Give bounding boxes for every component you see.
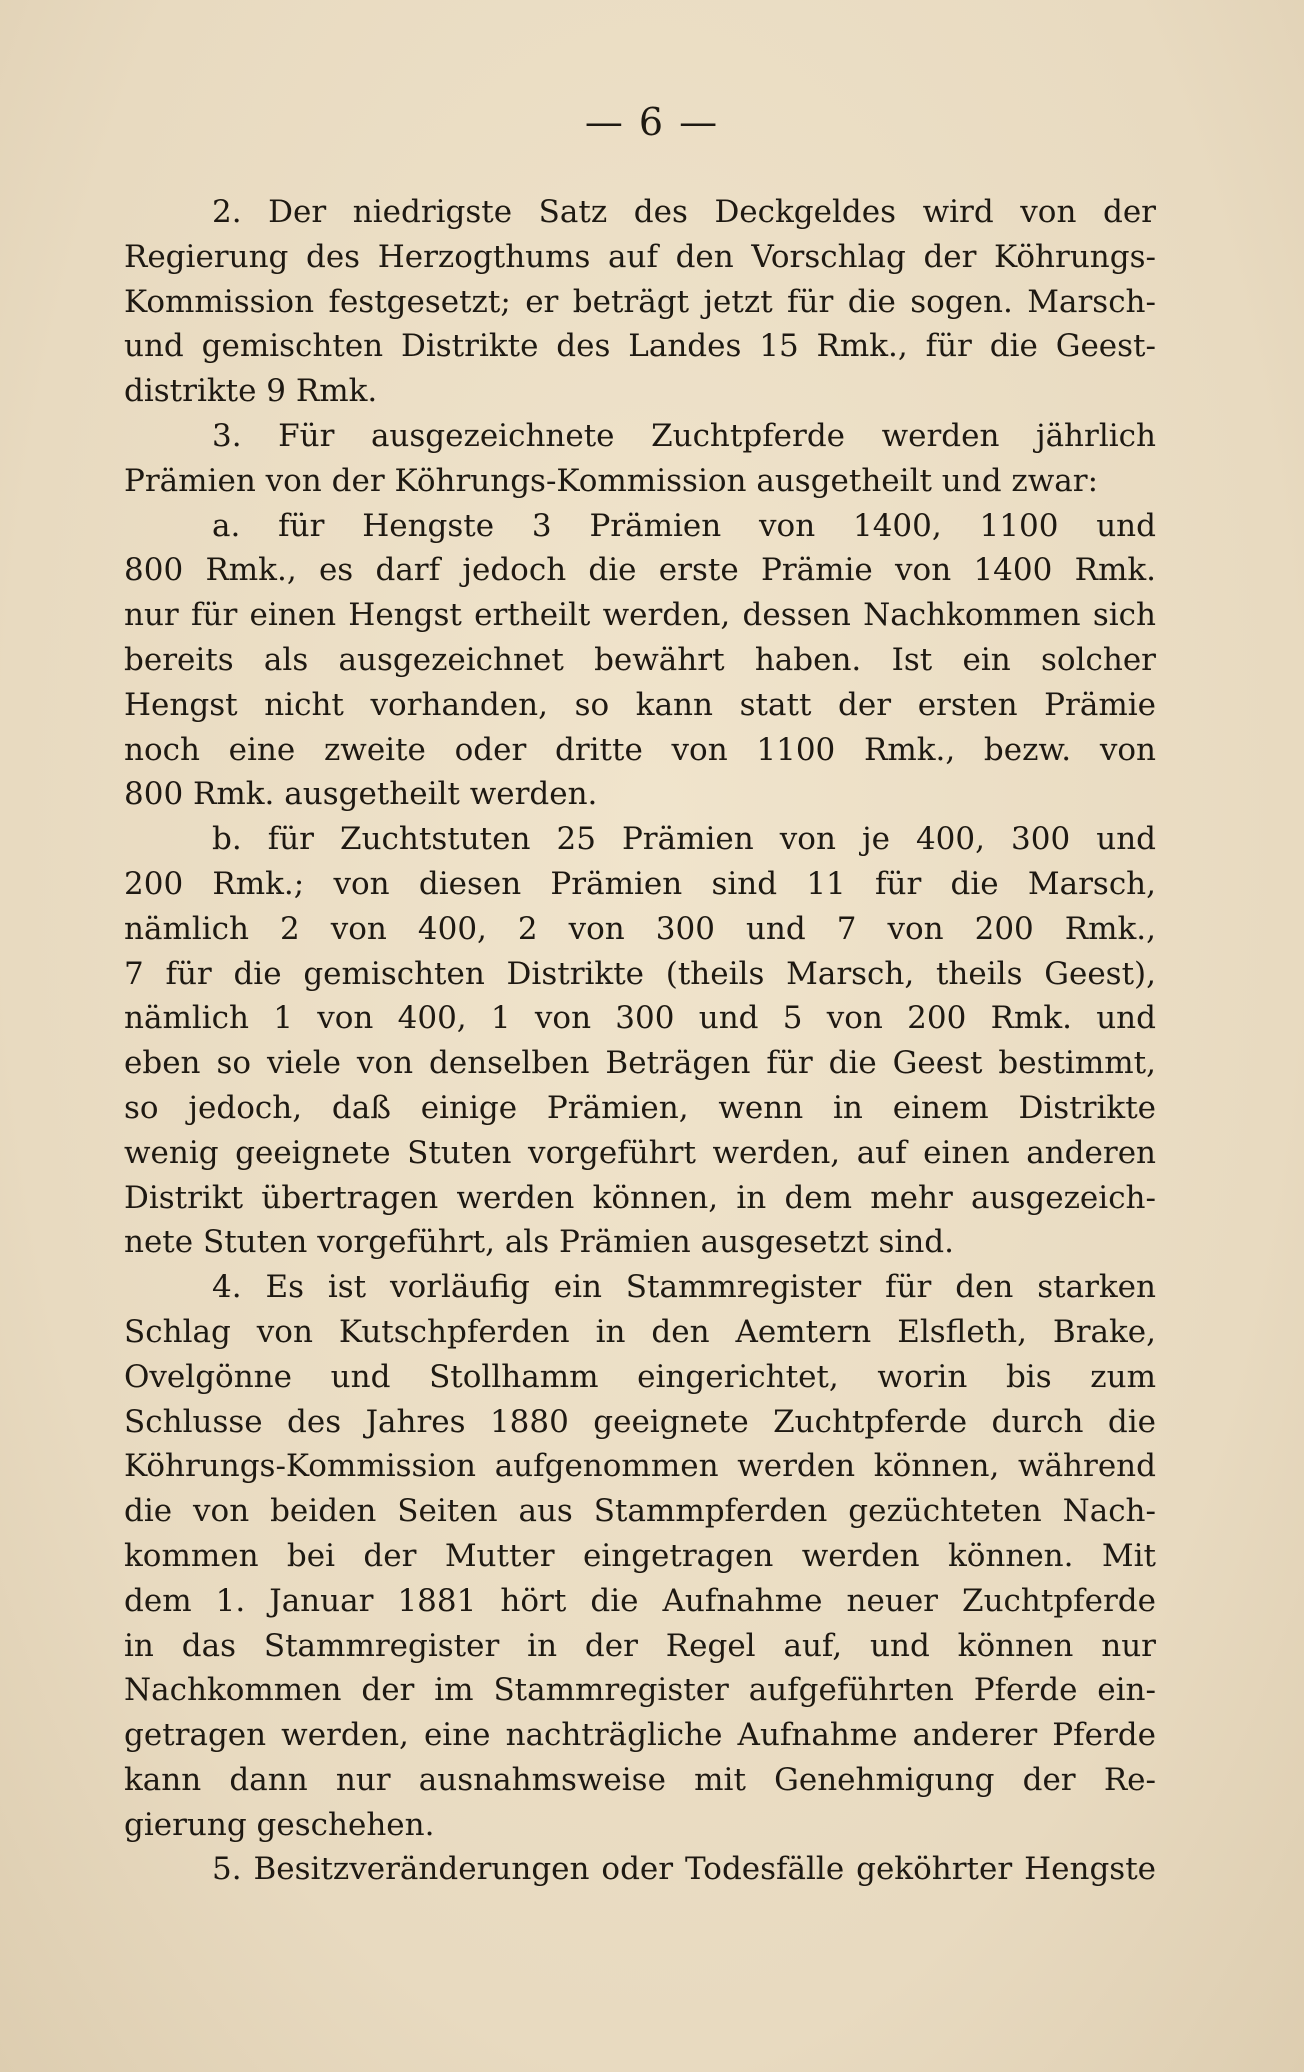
text-line: 3. Für ausgezeichnete Zuchtpferde werden jährlich <box>212 417 1156 454</box>
text-line: 5. Besitzveränderungen oder Todesfälle geköhrter Hengste <box>212 1851 1156 1888</box>
text-line: 800 Rmk. ausgetheilt werden. <box>124 776 598 813</box>
text-line: Schlusse des Jahres 1880 geeignete Zuchtpferde durch die <box>124 1403 1156 1440</box>
text-line: nämlich 2 von 400, 2 von 300 und 7 von 200 Rmk., <box>124 910 1156 947</box>
text-line: so jedoch, daß einige Prämien, wenn in einem Distrikte <box>124 1089 1156 1126</box>
text-line: Nachkommen der im Stammregister aufgeführten Pferde ein- <box>124 1672 1156 1709</box>
text-line: a. für Hengste 3 Prämien von 1400, 1100 und <box>212 507 1156 544</box>
text-line: Ovelgönne und Stollhamm eingerichtet, worin bis zum <box>124 1358 1156 1395</box>
text-line: in das Stammregister in der Regel auf, und können nur <box>124 1627 1156 1664</box>
text-line: Prämien von der Köhrungs-Kommission ausgetheilt und zwar: <box>124 462 1099 499</box>
text-line: 800 Rmk., es darf jedoch die erste Prämie von 1400 Rmk. <box>124 552 1156 589</box>
text-line: 2. Der niedrigste Satz des Deckgeldes wird von der <box>212 194 1156 230</box>
text-line: Köhrungs-Kommission aufgenommen werden können, während <box>124 1448 1156 1485</box>
text-line: Schlag von Kutschpferden in den Aemtern Elsfleth, Brake, <box>124 1313 1156 1350</box>
text-line: distrikte 9 Rmk. <box>124 373 378 410</box>
text-body <box>124 190 1156 1892</box>
text-line: getragen werden, eine nachträgliche Aufnahme anderer Pferde <box>124 1717 1156 1754</box>
text-line: wenig geeignete Stuten vorgeführt werden, auf einen anderen <box>124 1134 1156 1171</box>
page-number: — 6 — <box>584 100 720 144</box>
text-line: b. für Zuchtstuten 25 Prämien von je 400, 300 und <box>212 821 1156 858</box>
text-line: Kommission festgesetzt; er beträgt jetzt für die sogen. Marsch- <box>124 283 1156 320</box>
text-line: 200 Rmk.; von diesen Prämien sind 11 für die Marsch, <box>124 865 1156 902</box>
text-line: gierung geschehen. <box>124 1806 435 1843</box>
text-line: Distrikt übertragen werden können, in dem mehr ausgezeich- <box>124 1179 1156 1216</box>
text-line: nete Stuten vorgeführt, als Prämien ausgesetzt sind. <box>124 1224 955 1261</box>
text-line: nur für einen Hengst ertheilt werden, dessen Nachkommen sich <box>124 597 1156 634</box>
text-line: und gemischten Distrikte des Landes 15 Rmk., für die Geest- <box>124 328 1156 365</box>
text-line: kann dann nur ausnahmsweise mit Genehmigung der Re- <box>124 1761 1156 1798</box>
text-line: Hengst nicht vorhanden, so kann statt der ersten Prämie <box>124 686 1156 723</box>
text-line: bereits als ausgezeichnet bewährt haben. Ist ein solcher <box>124 641 1156 678</box>
text-line: Regierung des Herzogthums auf den Vorschlag der Köhrungs- <box>124 238 1156 275</box>
text-line: 7 für die gemischten Distrikte (theils Marsch, theils Geest), <box>124 955 1156 992</box>
text-line: dem 1. Januar 1881 hört die Aufnahme neuer Zuchtpferde <box>124 1582 1156 1619</box>
text-line: noch eine zweite oder dritte von 1100 Rmk., bezw. von <box>124 731 1156 768</box>
text-line: die von beiden Seiten aus Stammpferden gezüchteten Nach- <box>124 1493 1156 1530</box>
text-line: kommen bei der Mutter eingetragen werden können. Mit <box>124 1537 1156 1574</box>
text-line: eben so viele von denselben Beträgen für die Geest bestimmt, <box>124 1045 1156 1082</box>
text-line: nämlich 1 von 400, 1 von 300 und 5 von 200 Rmk. und <box>124 1000 1156 1037</box>
text-line: 4. Es ist vorläufig ein Stammregister für den starken <box>212 1269 1156 1306</box>
